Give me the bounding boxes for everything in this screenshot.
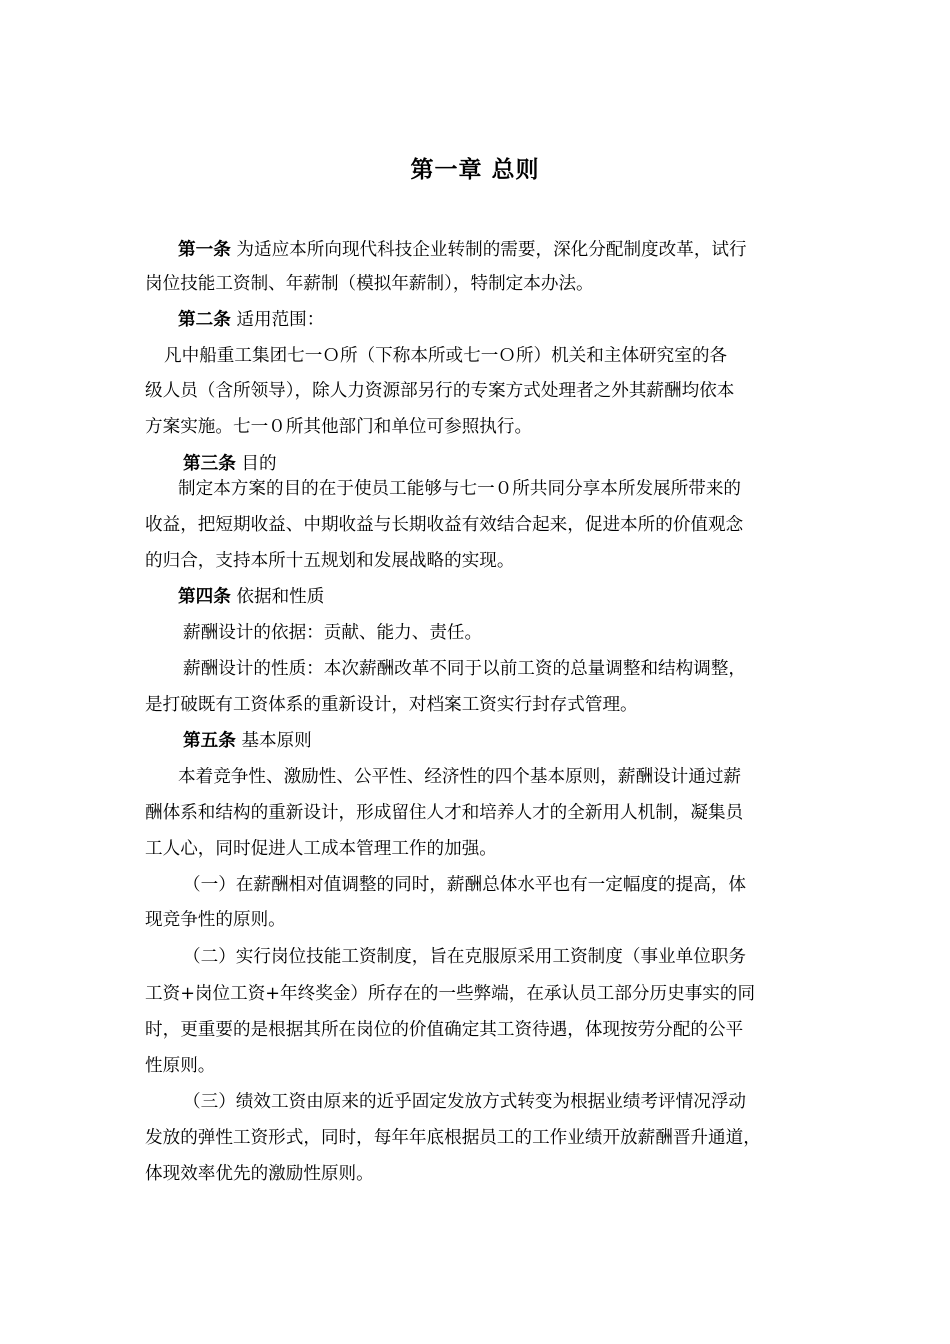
article3-line3: 的归合，支持本所十五规划和发展战略的实现。 (145, 551, 515, 571)
article5-title: 基本原则 (235, 731, 312, 751)
article5-heading-line (183, 723, 863, 759)
chapter-title: 第一章 总则 (410, 157, 540, 183)
article3-line2: 收益，把短期收益、中期收益与长期收益有效结合起来，促进本所的价值观念 (145, 515, 744, 535)
article5-item3-line1: （三）绩效工资由原来的近乎固定发放方式转变为根据业绩考评情况浮动 (183, 1092, 747, 1112)
article2-title: 适用范围： (230, 310, 325, 330)
article5-heading: 第五条 (183, 731, 236, 751)
article4-title: 依据和性质 (230, 587, 325, 607)
article5-item2-line3: 时，更重要的是根据其所在岗位的价值确定其工资待遇，体现按劳分配的公平 (145, 1020, 744, 1040)
article5-item2-line1: （二）实行岗位技能工资制度，旨在克服原采用工资制度（事业单位职务 (183, 947, 747, 967)
article2-line3: 方案实施。七一０所其他部门和单位可参照执行。 (145, 417, 533, 437)
article5-line1: 本着竞争性、激励性、公平性、经济性的四个基本原则，薪酬设计通过薪 (178, 767, 742, 787)
article4-line2: 薪酬设计的性质：本次薪酬改革不同于以前工资的总量调整和结构调整， (183, 659, 747, 679)
article5-item3-line3: 体现效率优先的激励性原则。 (145, 1164, 374, 1184)
article1-line1 (178, 232, 858, 268)
article4-line3: 是打破既有工资体系的重新设计，对档案工资实行封存式管理。 (145, 695, 638, 715)
article2-heading: 第二条 (178, 310, 231, 330)
article4-line1: 薪酬设计的依据：贡献、能力、责任。 (183, 623, 483, 643)
article1-text-1: 为适应本所向现代科技企业转制的需要，深化分配制度改革，试行 (230, 240, 747, 260)
article5-line3: 工人心，同时促进人工成本管理工作的加强。 (145, 839, 497, 859)
article3-line1: 制定本方案的目的在于使员工能够与七一０所共同分享本所发展所带来的 (178, 479, 742, 499)
article2-heading-line (178, 302, 858, 338)
article5-item2-line2: 工资+岗位工资+年终奖金）所存在的一些弊端，在承认员工部分历史事实的同 (145, 984, 756, 1004)
article1-line2: 岗位技能工资制、年薪制（模拟年薪制），特制定本办法。 (145, 274, 594, 294)
article5-line2: 酬体系和结构的重新设计，形成留住人才和培养人才的全新用人机制，凝集员 (145, 803, 744, 823)
article2-line2: 级人员（含所领导），除人力资源部另行的专案方式处理者之外其薪酬均依本 (145, 381, 735, 401)
article5-item1-line1: （一）在薪酬相对值调整的同时，薪酬总体水平也有一定幅度的提高，体 (183, 875, 747, 895)
article1-heading: 第一条 (178, 240, 231, 260)
article5-item1-line2: 现竞争性的原则。 (145, 910, 286, 930)
article5-item2-line4: 性原则。 (145, 1056, 216, 1076)
article5-item3-line2: 发放的弹性工资形式，同时，每年年底根据员工的工作业绩开放薪酬晋升通道， (145, 1128, 761, 1148)
article4-heading-line (178, 579, 858, 615)
article3-title: 目的 (235, 454, 277, 474)
article3-heading: 第三条 (183, 454, 236, 474)
article2-line1: 凡中船重工集团七一Ｏ所（下称本所或七一Ｏ所）机关和主体研究室的各 (164, 346, 728, 366)
article4-heading: 第四条 (178, 587, 231, 607)
